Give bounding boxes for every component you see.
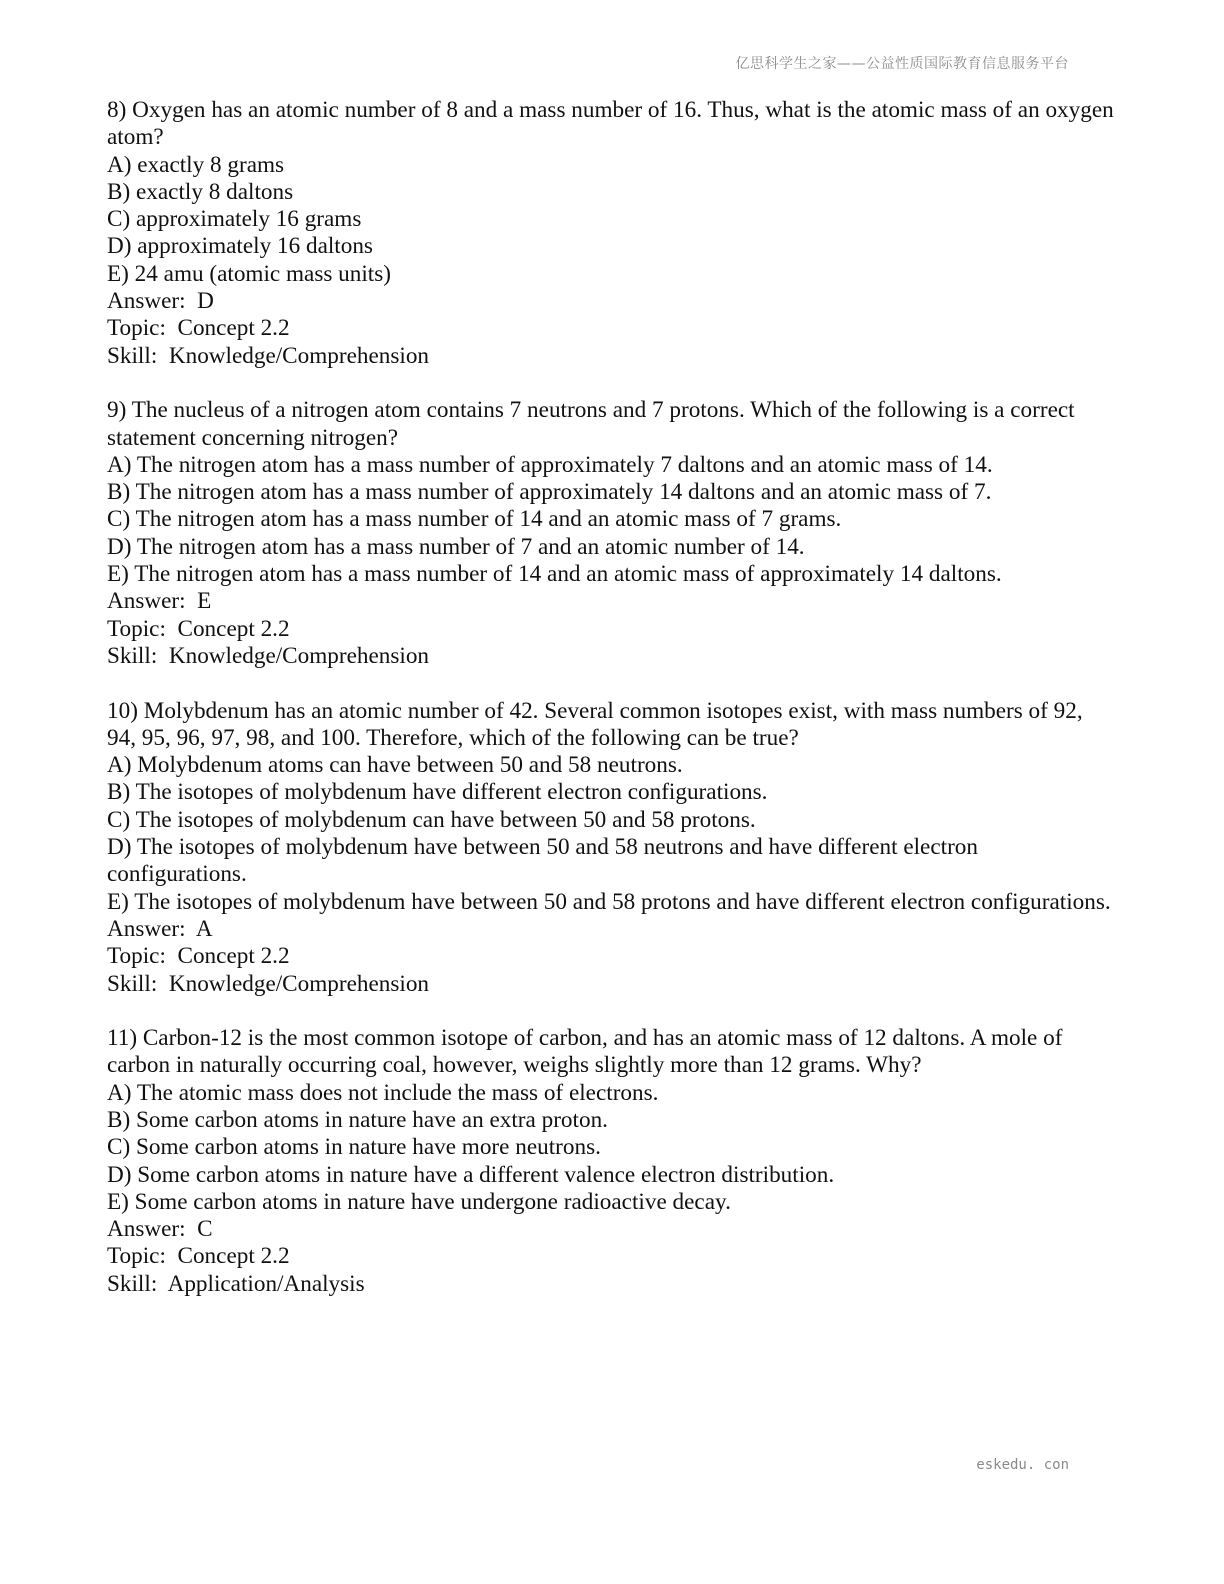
- answer-line: Answer: D: [107, 288, 214, 315]
- topic-line: Topic: Concept 2.2: [107, 315, 290, 342]
- option-a: A) Molybdenum atoms can have between 50 and 58 neutrons.: [107, 752, 683, 779]
- option-d: D) approximately 16 daltons: [107, 233, 373, 260]
- question-stem: 8) Oxygen has an atomic number of 8 and a mass number of 16. Thus, what is the atomic mass of an oxygen atom?: [107, 97, 1120, 151]
- answer-line: Answer: A: [107, 915, 213, 942]
- option-d: D) The nitrogen atom has a mass number of 7 and an atomic number of 14.: [107, 533, 805, 560]
- topic-line: Topic: Concept 2.2: [107, 1243, 290, 1270]
- option-d: D) The isotopes of molybdenum have between 50 and 58 neutrons and have different electron configurations.: [107, 834, 984, 888]
- footer-watermark: eskedu. con: [976, 1457, 1069, 1473]
- question-8: [107, 97, 1120, 370]
- question-stem: 11) Carbon-12 is the most common isotope of carbon, and has an atomic mass of 12 daltons. A mole of carbon in naturally occurring coal, however, weighs slightly more than 12 grams. Why?: [107, 1025, 1069, 1079]
- topic-line: Topic: Concept 2.2: [107, 615, 290, 642]
- option-e: E) Some carbon atoms in nature have undergone radioactive decay.: [107, 1188, 731, 1215]
- option-c: C) Some carbon atoms in nature have more neutrons.: [107, 1134, 601, 1161]
- topic-line: Topic: Concept 2.2: [107, 943, 290, 970]
- option-d: D) Some carbon atoms in nature have a different valence electron distribution.: [107, 1161, 835, 1188]
- option-b: B) exactly 8 daltons: [107, 178, 294, 205]
- question-11: [107, 1025, 1117, 1298]
- answer-line: Answer: C: [107, 1216, 213, 1243]
- option-b: B) Some carbon atoms in nature have an extra proton.: [107, 1106, 608, 1133]
- option-a: A) The nitrogen atom has a mass number of approximately 7 daltons and an atomic mass of 14.: [107, 451, 993, 478]
- option-b: B) The isotopes of molybdenum have different electron configurations.: [107, 779, 768, 806]
- option-c: C) The nitrogen atom has a mass number of 14 and an atomic mass of 7 grams.: [107, 506, 842, 533]
- answer-line: Answer: E: [107, 588, 212, 615]
- option-c: C) The isotopes of molybdenum can have between 50 and 58 protons.: [107, 806, 756, 833]
- skill-line: Skill: Knowledge/Comprehension: [107, 642, 430, 669]
- option-e: E) The nitrogen atom has a mass number of 14 and an atomic mass of approximately 14 daltons.: [107, 561, 1002, 588]
- header-watermark: 亿思科学生之家——公益性质国际教育信息服务平台: [735, 56, 1069, 72]
- question-list: [107, 97, 1120, 1325]
- option-c: C) approximately 16 grams: [107, 206, 362, 233]
- option-b: B) The nitrogen atom has a mass number of approximately 14 daltons and an atomic mass of 7.: [107, 479, 992, 506]
- option-a: A) The atomic mass does not include the mass of electrons.: [107, 1079, 659, 1106]
- question-10: [107, 698, 1117, 998]
- question-9: [107, 397, 1117, 670]
- question-stem: 10) Molybdenum has an atomic number of 42. Several common isotopes exist, with mass numbers of 92, 94, 95, 96, 97, 98, and 100. Therefore, which of the following can be true?: [107, 697, 1089, 751]
- option-a: A) exactly 8 grams: [107, 151, 285, 178]
- option-e: E) The isotopes of molybdenum have between 50 and 58 protons and have different electron configurations.: [107, 888, 1111, 915]
- option-e: E) 24 amu (atomic mass units): [107, 260, 391, 287]
- question-stem: 9) The nucleus of a nitrogen atom contains 7 neutrons and 7 protons. Which of the following is a correct statement concerning nitrogen?: [107, 397, 1081, 451]
- skill-line: Skill: Knowledge/Comprehension: [107, 970, 430, 997]
- skill-line: Skill: Application/Analysis: [107, 1270, 365, 1297]
- skill-line: Skill: Knowledge/Comprehension: [107, 342, 430, 369]
